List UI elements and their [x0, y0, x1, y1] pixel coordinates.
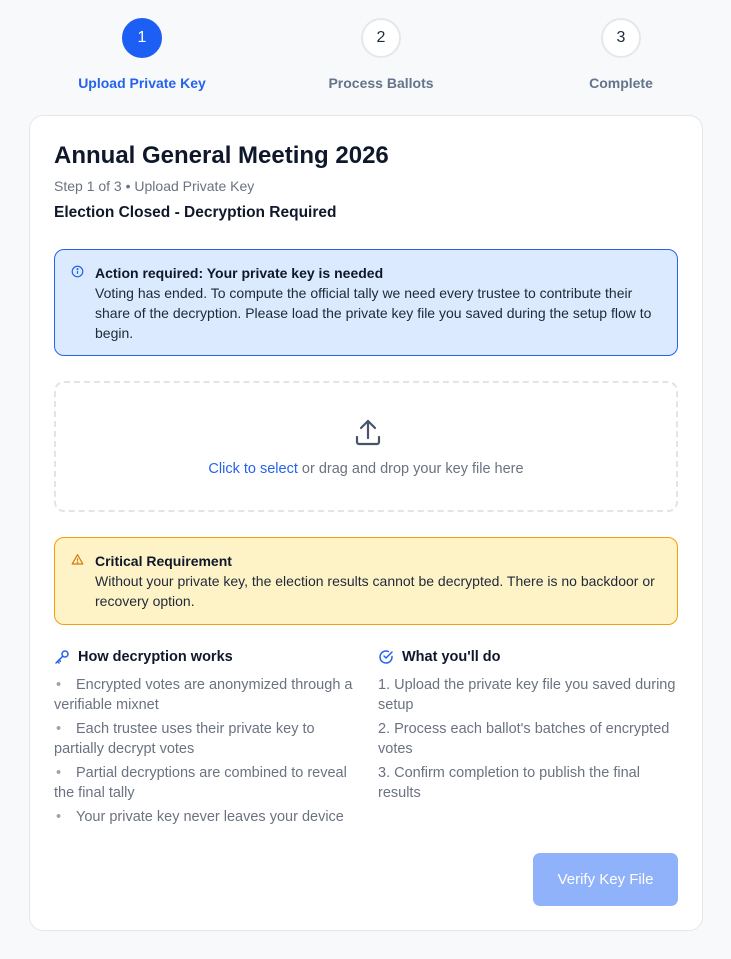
upload-icon	[352, 417, 384, 449]
warning-alert-title: Critical Requirement	[95, 553, 232, 569]
what-youll-do-heading: What you'll do	[402, 649, 501, 665]
key-file-dropzone[interactable]	[54, 381, 678, 512]
click-to-select-link[interactable]: Click to select	[208, 461, 298, 477]
how-decryption-works-section	[54, 649, 354, 831]
how-it-works-list	[54, 675, 354, 827]
warning-icon	[71, 553, 84, 566]
page-title: Annual General Meeting 2026	[54, 142, 389, 169]
step-label: Complete	[589, 75, 653, 91]
list-item: • Each trustee uses their private key to partially decrypt votes	[54, 719, 354, 759]
info-icon	[71, 265, 84, 278]
step-label: Process Ballots	[328, 75, 434, 91]
step-process-ballots	[281, 18, 481, 91]
section-heading	[378, 649, 678, 665]
list-item: • Encrypted votes are anonymized through a verifiable mixnet	[54, 675, 354, 715]
what-youll-do-section	[378, 649, 678, 807]
step-complete	[521, 18, 721, 91]
warning-alert	[54, 537, 678, 625]
main-card	[29, 115, 703, 931]
step-upload-private-key	[42, 18, 242, 91]
list-item: 1. Upload the private key file you saved during setup	[378, 677, 676, 713]
how-it-works-heading: How decryption works	[78, 649, 233, 665]
list-item: 2. Process each ballot's batches of encrypted votes	[378, 721, 670, 757]
key-icon	[54, 649, 70, 665]
check-circle-icon	[378, 649, 394, 665]
info-alert-title: Action required: Your private key is needed	[95, 265, 384, 281]
dropzone-text	[56, 461, 676, 477]
warning-alert-body: Without your private key, the election results cannot be decrypted. There is no backdoor or recovery option.	[95, 573, 655, 609]
step-label: Upload Private Key	[78, 75, 206, 91]
what-youll-do-list	[378, 675, 678, 803]
verify-key-file-button[interactable]: Verify Key File	[533, 853, 678, 906]
step-number: 2	[361, 18, 401, 58]
dropzone-hint: or drag and drop your key file here	[297, 461, 524, 477]
election-status: Election Closed - Decryption Required	[54, 204, 337, 221]
step-number: 3	[601, 18, 641, 58]
step-number: 1	[122, 18, 162, 58]
info-alert-body: Voting has ended. To compute the official tally we need every trustee to contribute their share of the decryption. Please load the private key file you saved during the setup flow to begin.	[95, 285, 652, 341]
stepper	[0, 0, 731, 110]
step-subtitle: Step 1 of 3 • Upload Private Key	[54, 178, 255, 194]
list-item: • Your private key never leaves your device	[54, 807, 354, 827]
list-item: • Partial decryptions are combined to reveal the final tally	[54, 763, 354, 803]
list-item: 3. Confirm completion to publish the final results	[378, 765, 640, 801]
section-heading	[54, 649, 354, 665]
info-alert	[54, 249, 678, 356]
